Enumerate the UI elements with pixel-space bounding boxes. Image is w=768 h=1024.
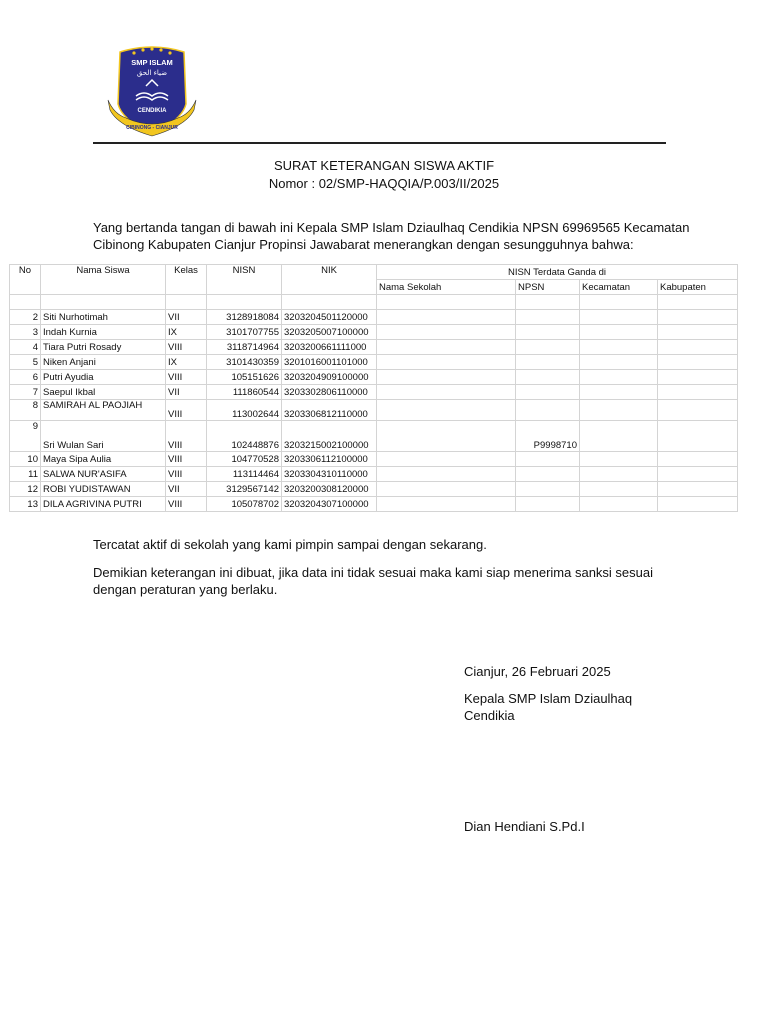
header-nik: NIK bbox=[282, 265, 377, 295]
row-nisn: 105151626 bbox=[207, 370, 282, 385]
row-no: 3 bbox=[10, 325, 41, 340]
table-header-row bbox=[10, 265, 738, 280]
row-nama-sekolah bbox=[377, 497, 516, 512]
row-npsn bbox=[516, 355, 580, 370]
row-kecamatan bbox=[580, 497, 658, 512]
table-row bbox=[10, 340, 738, 355]
table-row bbox=[10, 400, 738, 421]
row-kecamatan bbox=[580, 452, 658, 467]
row-kecamatan bbox=[580, 421, 658, 452]
row-no: 11 bbox=[10, 467, 41, 482]
row-kelas: VIII bbox=[166, 421, 207, 452]
row-kelas: VIII bbox=[166, 452, 207, 467]
row-npsn bbox=[516, 385, 580, 400]
row-kelas: VII bbox=[166, 310, 207, 325]
row-kecamatan bbox=[580, 370, 658, 385]
header-npsn: NPSN bbox=[516, 280, 580, 295]
row-nisn: 3118714964 bbox=[207, 340, 282, 355]
row-nisn: 104770528 bbox=[207, 452, 282, 467]
row-kecamatan bbox=[580, 310, 658, 325]
row-no: 5 bbox=[10, 355, 41, 370]
header-kabupaten: Kabupaten bbox=[658, 280, 738, 295]
row-nisn: 102448876 bbox=[207, 421, 282, 452]
row-kabupaten bbox=[658, 325, 738, 340]
row-no: 13 bbox=[10, 497, 41, 512]
row-no: 2 bbox=[10, 310, 41, 325]
row-npsn bbox=[516, 452, 580, 467]
table-row bbox=[10, 310, 738, 325]
closing-statement: Demikian keterangan ini dibuat, jika data ini tidak sesuai maka kami siap menerima sanksi sesuai dengan peraturan yang berlaku. bbox=[93, 565, 653, 597]
row-nik: 3203306112100000 bbox=[282, 452, 377, 467]
header-ganda: NISN Terdata Ganda di bbox=[377, 265, 738, 280]
row-nama: SAMIRAH AL PAOJIAH bbox=[41, 400, 166, 421]
row-nama-sekolah bbox=[377, 340, 516, 355]
row-nama-sekolah bbox=[377, 310, 516, 325]
row-kelas: VIII bbox=[166, 340, 207, 355]
table-row bbox=[10, 497, 738, 512]
place-date: Cianjur, 26 Februari 2025 bbox=[464, 664, 611, 679]
row-nama-sekolah bbox=[377, 467, 516, 482]
logo-top-text: SMP ISLAM bbox=[131, 58, 173, 67]
row-nik: 3203306812110000 bbox=[282, 400, 377, 421]
signer-name: Dian Hendiani S.Pd.I bbox=[464, 819, 585, 834]
active-statement: Tercatat aktif di sekolah yang kami pimpin sampai dengan sekarang. bbox=[93, 537, 487, 552]
row-no: 10 bbox=[10, 452, 41, 467]
row-nama: ROBI YUDISTAWAN bbox=[41, 482, 166, 497]
row-kelas: VII bbox=[166, 482, 207, 497]
table-row bbox=[10, 355, 738, 370]
row-nisn: 3101707755 bbox=[207, 325, 282, 340]
row-nik: 3203204501120000 bbox=[282, 310, 377, 325]
row-nik: 3203200308120000 bbox=[282, 482, 377, 497]
table-spacer-row bbox=[10, 295, 738, 310]
row-kecamatan bbox=[580, 467, 658, 482]
school-logo bbox=[106, 44, 198, 138]
row-nama: Sri Wulan Sari bbox=[41, 421, 166, 452]
row-no: 12 bbox=[10, 482, 41, 497]
row-kelas: IX bbox=[166, 355, 207, 370]
row-nik: 3203304310110000 bbox=[282, 467, 377, 482]
row-no: 7 bbox=[10, 385, 41, 400]
table-row bbox=[10, 482, 738, 497]
header-nama-sekolah: Nama Sekolah bbox=[377, 280, 516, 295]
row-nama: Maya Sipa Aulia bbox=[41, 452, 166, 467]
row-kabupaten bbox=[658, 400, 738, 421]
row-kelas: VIII bbox=[166, 370, 207, 385]
row-npsn: P9998710 bbox=[516, 421, 580, 452]
table-row bbox=[10, 385, 738, 400]
row-nama-sekolah bbox=[377, 370, 516, 385]
table-row bbox=[10, 452, 738, 467]
row-nama-sekolah bbox=[377, 355, 516, 370]
row-nik: 3203204909100000 bbox=[282, 370, 377, 385]
row-kelas: VIII bbox=[166, 400, 207, 421]
row-nama-sekolah bbox=[377, 400, 516, 421]
row-nama-sekolah bbox=[377, 421, 516, 452]
table-row bbox=[10, 467, 738, 482]
row-no: 8 bbox=[10, 400, 41, 421]
row-kecamatan bbox=[580, 400, 658, 421]
row-nama: Siti Nurhotimah bbox=[41, 310, 166, 325]
row-kabupaten bbox=[658, 370, 738, 385]
row-nama-sekolah bbox=[377, 482, 516, 497]
row-kabupaten bbox=[658, 355, 738, 370]
header-nama: Nama Siswa bbox=[41, 265, 166, 295]
row-kecamatan bbox=[580, 355, 658, 370]
intro-paragraph: Yang bertanda tangan di bawah ini Kepala SMP Islam Dziaulhaq Cendikia NPSN 69969565 Kecamatan Cibinong Kabupaten Cianjur Propinsi Jawabarat menerangkan dengan sesungguhnya bahwa: bbox=[93, 220, 690, 252]
row-nama-sekolah bbox=[377, 385, 516, 400]
table-body bbox=[10, 310, 738, 512]
header-nisn: NISN bbox=[207, 265, 282, 295]
row-kelas: VII bbox=[166, 385, 207, 400]
row-kabupaten bbox=[658, 482, 738, 497]
row-nama: Putri Ayudia bbox=[41, 370, 166, 385]
row-nisn: 113114464 bbox=[207, 467, 282, 482]
student-table bbox=[9, 264, 738, 512]
row-kabupaten bbox=[658, 340, 738, 355]
logo-arabic-text: ضياء الحق bbox=[136, 69, 168, 77]
row-npsn bbox=[516, 497, 580, 512]
row-kecamatan bbox=[580, 325, 658, 340]
row-nik: 3201016001101000 bbox=[282, 355, 377, 370]
row-nama: Indah Kurnia bbox=[41, 325, 166, 340]
header-divider bbox=[93, 142, 666, 144]
row-nisn: 3101430359 bbox=[207, 355, 282, 370]
row-kecamatan bbox=[580, 340, 658, 355]
document-number: Nomor : 02/SMP-HAQQIA/P.003/II/2025 bbox=[268, 176, 500, 191]
row-kecamatan bbox=[580, 385, 658, 400]
row-npsn bbox=[516, 370, 580, 385]
row-nama: Niken Anjani bbox=[41, 355, 166, 370]
row-npsn bbox=[516, 340, 580, 355]
table-row bbox=[10, 370, 738, 385]
row-nik: 3203204307100000 bbox=[282, 497, 377, 512]
row-nama: Tiara Putri Rosady bbox=[41, 340, 166, 355]
row-nik: 3203215002100000 bbox=[282, 421, 377, 452]
row-nama: Saepul Ikbal bbox=[41, 385, 166, 400]
row-npsn bbox=[516, 467, 580, 482]
document-title: SURAT KETERANGAN SISWA AKTIF bbox=[273, 158, 495, 173]
row-kabupaten bbox=[658, 310, 738, 325]
header-kecamatan: Kecamatan bbox=[580, 280, 658, 295]
row-nama-sekolah bbox=[377, 452, 516, 467]
row-nisn: 3128918084 bbox=[207, 310, 282, 325]
row-npsn bbox=[516, 482, 580, 497]
header-kelas: Kelas bbox=[166, 265, 207, 295]
row-nisn: 3129567142 bbox=[207, 482, 282, 497]
row-no: 4 bbox=[10, 340, 41, 355]
row-nisn: 105078702 bbox=[207, 497, 282, 512]
header-no: No bbox=[10, 265, 41, 295]
table-row bbox=[10, 325, 738, 340]
row-kabupaten bbox=[658, 385, 738, 400]
row-no: 9 bbox=[10, 421, 41, 452]
row-nisn: 113002644 bbox=[207, 400, 282, 421]
logo-ribbon-text: CIBINONG - CIANJUR bbox=[126, 125, 178, 131]
row-npsn bbox=[516, 310, 580, 325]
row-kelas: VIII bbox=[166, 497, 207, 512]
row-kelas: VIII bbox=[166, 467, 207, 482]
row-nama: DILA AGRIVINA PUTRI bbox=[41, 497, 166, 512]
row-kabupaten bbox=[658, 497, 738, 512]
row-kabupaten bbox=[658, 452, 738, 467]
row-kelas: IX bbox=[166, 325, 207, 340]
logo-name-text: CENDIKIA bbox=[137, 108, 167, 114]
row-nama: SALWA NUR'ASIFA bbox=[41, 467, 166, 482]
row-nik: 3203205007100000 bbox=[282, 325, 377, 340]
row-kabupaten bbox=[658, 421, 738, 452]
row-nisn: 111860544 bbox=[207, 385, 282, 400]
row-nik: 3203200661111000 bbox=[282, 340, 377, 355]
signer-position: Kepala SMP Islam Dziaulhaq Cendikia bbox=[464, 691, 633, 723]
row-kecamatan bbox=[580, 482, 658, 497]
row-no: 6 bbox=[10, 370, 41, 385]
row-kabupaten bbox=[658, 467, 738, 482]
table-row bbox=[10, 421, 738, 452]
row-npsn bbox=[516, 325, 580, 340]
row-nik: 3203302806110000 bbox=[282, 385, 377, 400]
row-nama-sekolah bbox=[377, 325, 516, 340]
row-npsn bbox=[516, 400, 580, 421]
